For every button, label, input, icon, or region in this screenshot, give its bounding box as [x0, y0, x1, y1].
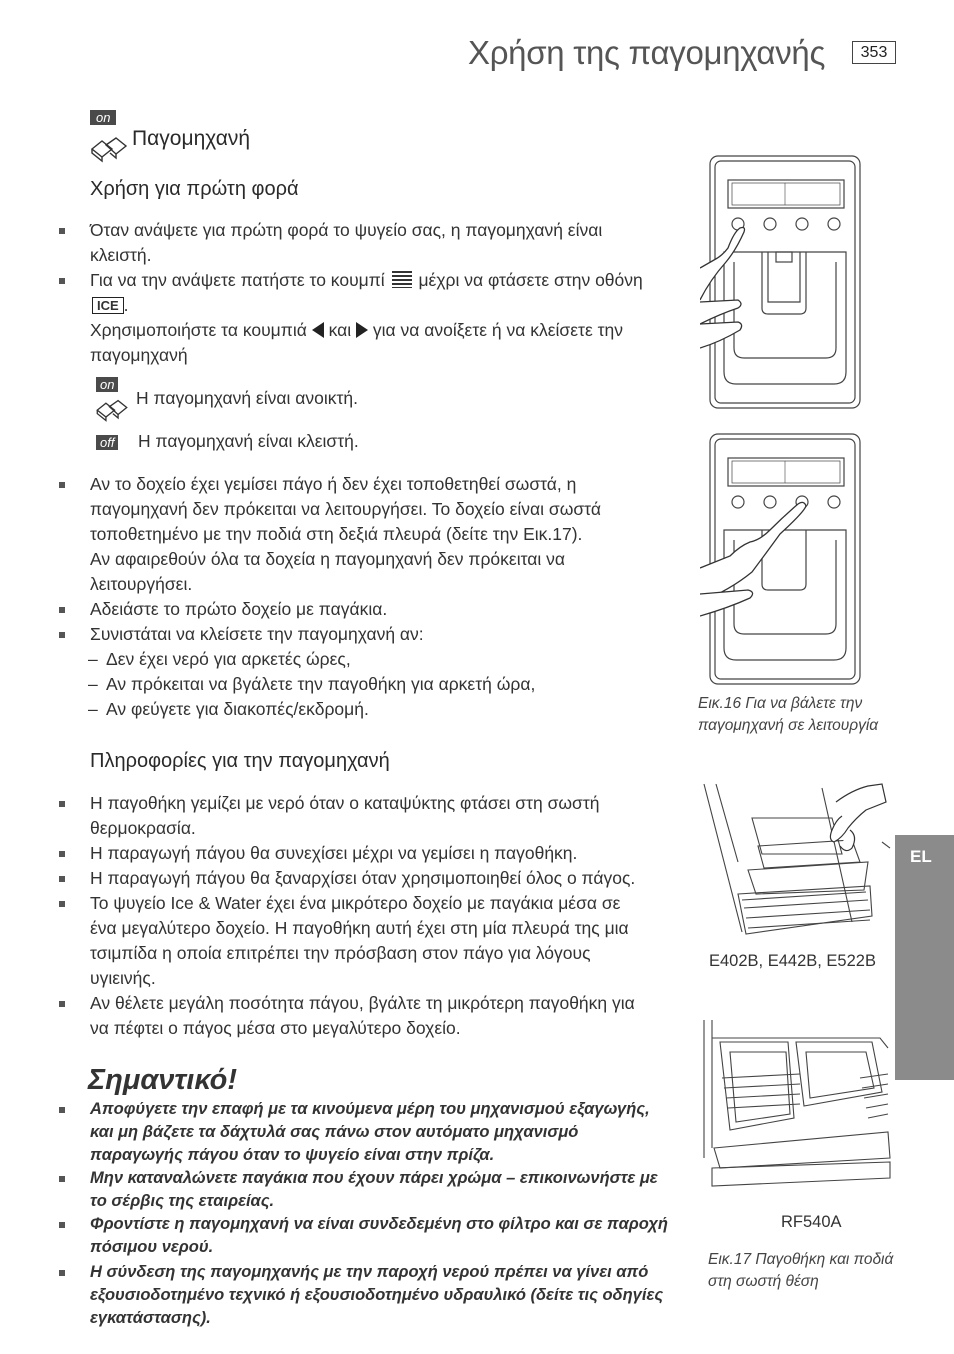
- list-item: Για να την ανάψετε πατήστε το κουμπί μέχρι να φτάσετε στην οθόνη ICE . Χρησιμοποιήστε τα κουμπιά και για να ανοίξετε ή να κλείσετε την παγομηχανή: [58, 268, 648, 368]
- menu-button-icon: [392, 271, 412, 288]
- ice-cubes-icon: [95, 398, 129, 429]
- language-tab-label: EL: [910, 847, 932, 866]
- list-item: Αν το δοχείο έχει γεμίσει πάγο ή δεν έχει τοποθετηθεί σωστά, η παγομηχανή δεν πρόκειται να λειτουργήσει. Το δοχείο είναι σωστά τοποθετημένο με την ποδιά στη δεξιά πλευρά (δείτε την Εικ.17). Αν αφαιρεθούν όλα τα δοχεία η παγομηχανή δεν πρόκειται να λειτουργήσει.: [58, 472, 648, 597]
- fig17-icebin-illustration-2: [700, 1018, 892, 1193]
- list-item: Το ψυγείο Ice & Water έχει ένα μικρότερο δοχείο με παγάκια μέσα σε ένα μεγαλύτερο δοχείο. Η παγοθήκη αυτή έχει στη μία πλευρά της μια τσιμπίδα η οποία επιτρέπει την πρόσβαση στον πάγο για λόγους υγιεινής.: [58, 891, 648, 991]
- important-list: [58, 1098, 670, 1330]
- list-item: Αν θέλετε μεγάλη ποσότητα πάγου, βγάλτε τη μικρότερη παγοθήκη για να πέφτει ο πάγος μέσα στο μεγαλύτερο δοχείο.: [58, 991, 648, 1041]
- list-item: Όταν ανάψετε για πρώτη φορά το ψυγείο σας, η παγομηχανή είναι κλειστή.: [58, 218, 648, 268]
- page-number: 353: [852, 41, 896, 64]
- fig16-dispenser-illustration-1: [700, 152, 870, 417]
- first-use-list-2: [58, 472, 648, 722]
- first-use-heading: Χρήση για πρώτη φορά: [90, 178, 299, 200]
- list-item: Η παγοθήκη γεμίζει με νερό όταν ο καταψύκτης φτάσει στη σωστή θερμοκρασία.: [58, 791, 648, 841]
- fig17-caption: Εικ.17 Παγοθήκη και ποδιά στη σωστή θέση: [708, 1251, 894, 1290]
- list-item: Η παραγωγή πάγου θα συνεχίσει μέχρι να γεμίσει η παγοθήκη.: [58, 841, 648, 866]
- list-item: Φροντίστε η παγομηχανή να είναι συνδεδεμένη στο φίλτρο και σε παροχή πόσιμου νερού.: [58, 1213, 670, 1259]
- state-on-badge: on: [96, 376, 118, 394]
- ice-cubes-icon: [90, 135, 128, 170]
- list-item: Μην καταναλώνετε παγάκια που έχουν πάρει χρώμα – επικοινωνήστε με το σέρβις της εταιρείας.: [58, 1167, 670, 1213]
- list-item: Συνιστάται να κλείσετε την παγομηχανή αν:: [58, 622, 648, 647]
- fig17-icebin-illustration-1: [702, 782, 892, 947]
- info-heading: Πληροφορίες για την παγομηχανή: [90, 750, 390, 772]
- language-tab: [895, 835, 954, 1080]
- list-item: – Αν πρόκειται να βγάλετε την παγοθήκη για αρκετή ώρα,: [86, 672, 648, 697]
- list-item: – Δεν έχει νερό για αρκετές ώρες,: [86, 647, 648, 672]
- list-item: Η σύνδεση της παγομηχανής με την παροχή νερού πρέπει να γίνει από εξουσιοδοτημένο τεχνικό ή εξουσιοδοτημένο υδραυλικό (δείτε τις οδηγίες εγκατάστασης).: [58, 1261, 670, 1330]
- state-on-text: Η παγομηχανή είναι ανοικτή.: [136, 388, 358, 408]
- section-on-badge: on: [90, 109, 116, 127]
- state-off-badge: off: [96, 434, 118, 452]
- fig16-caption: Εικ.16 Για να βάλετε την παγομηχανή σε λειτουργία: [698, 695, 879, 734]
- page-title: Χρήση της παγομηχανής: [468, 34, 826, 71]
- right-arrow-icon: [356, 322, 368, 338]
- left-arrow-icon: [312, 322, 324, 338]
- model-label-b: RF540A: [781, 1213, 842, 1231]
- state-off-text: Η παγομηχανή είναι κλειστή.: [138, 431, 359, 451]
- important-title: Σημαντικό!: [88, 1064, 238, 1096]
- model-label-a: E402B, E442B, E522B: [709, 952, 876, 970]
- first-use-list: [58, 218, 648, 368]
- ice-screen-indicator: ICE: [92, 297, 124, 314]
- fig16-dispenser-illustration-2: [700, 430, 870, 693]
- info-list: [58, 791, 648, 1041]
- section-title: Παγομηχανή: [132, 127, 251, 150]
- list-item: Η παραγωγή πάγου θα ξαναρχίσει όταν χρησιμοποιηθεί όλος ο πάγος.: [58, 866, 648, 891]
- list-item: Αποφύγετε την επαφή με τα κινούμενα μέρη του μηχανισμού εξαγωγής, και μη βάζετε τα δάχτυλά σας πάνω στον αυτόματο μηχανισμό παραγωγής πάγου όταν το ψυγείο είναι στην πρίζα.: [58, 1098, 670, 1167]
- list-item: Αδειάστε το πρώτο δοχείο με παγάκια.: [58, 597, 648, 622]
- list-item: – Αν φεύγετε για διακοπές/εκδρομή.: [86, 697, 648, 722]
